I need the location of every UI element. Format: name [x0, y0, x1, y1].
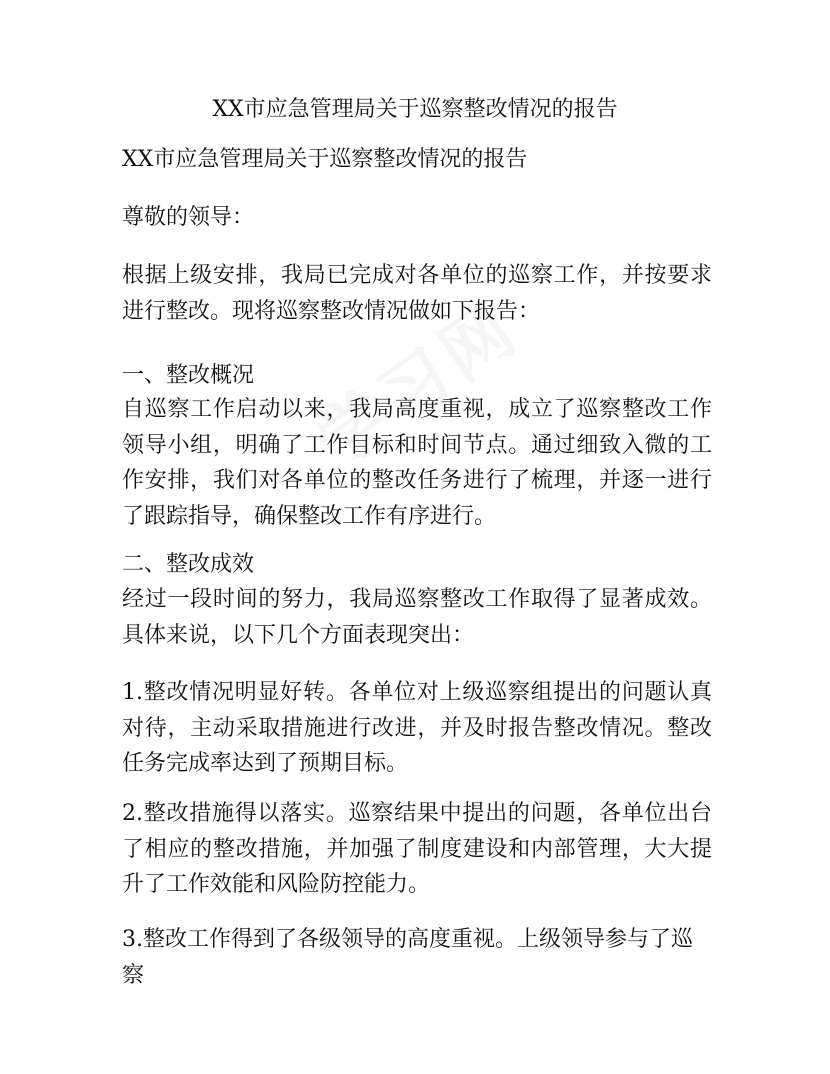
salutation: 尊敬的领导：: [122, 205, 255, 230]
section-2-body: 经过一段时间的努力，我局巡察整改工作取得了显著成效。具体来说，以下几个方面表现突出：: [122, 587, 712, 648]
section-2-heading: 二、整改成效: [122, 552, 255, 577]
document-title: XX市应急管理局关于巡察整改情况的报告: [212, 97, 618, 122]
list-item: 1.整改情况明显好转。各单位对上级巡察组提出的问题认真对待，主动采取措施进行改进，并及时报告整改情况。整改任务完成率达到了预期目标。: [122, 680, 712, 776]
intro-paragraph: 根据上级安排，我局已完成对各单位的巡察工作，并按要求进行整改。现将巡察整改情况做如下报告：: [122, 263, 712, 324]
section-1-body: 自巡察工作启动以来，我局高度重视，成立了巡察整改工作领导小组，明确了工作目标和时间节点。通过细致入微的工作安排，我们对各单位的整改任务进行了梳理，并逐一进行了跟踪指导，确保整改工作有序进行。: [122, 397, 712, 529]
section-1-heading: 一、整改概况: [122, 363, 255, 388]
list-item: 3.整改工作得到了各级领导的高度重视。上级领导参与了巡察: [122, 927, 693, 988]
document-subtitle: XX市应急管理局关于巡察整改情况的报告: [122, 147, 528, 172]
list-item: 2.整改措施得以落实。巡察结果中提出的问题，各单位出台了相应的整改措施，并加强了制度建设和内部管理，大大提升了工作效能和风险防控能力。: [122, 801, 712, 897]
